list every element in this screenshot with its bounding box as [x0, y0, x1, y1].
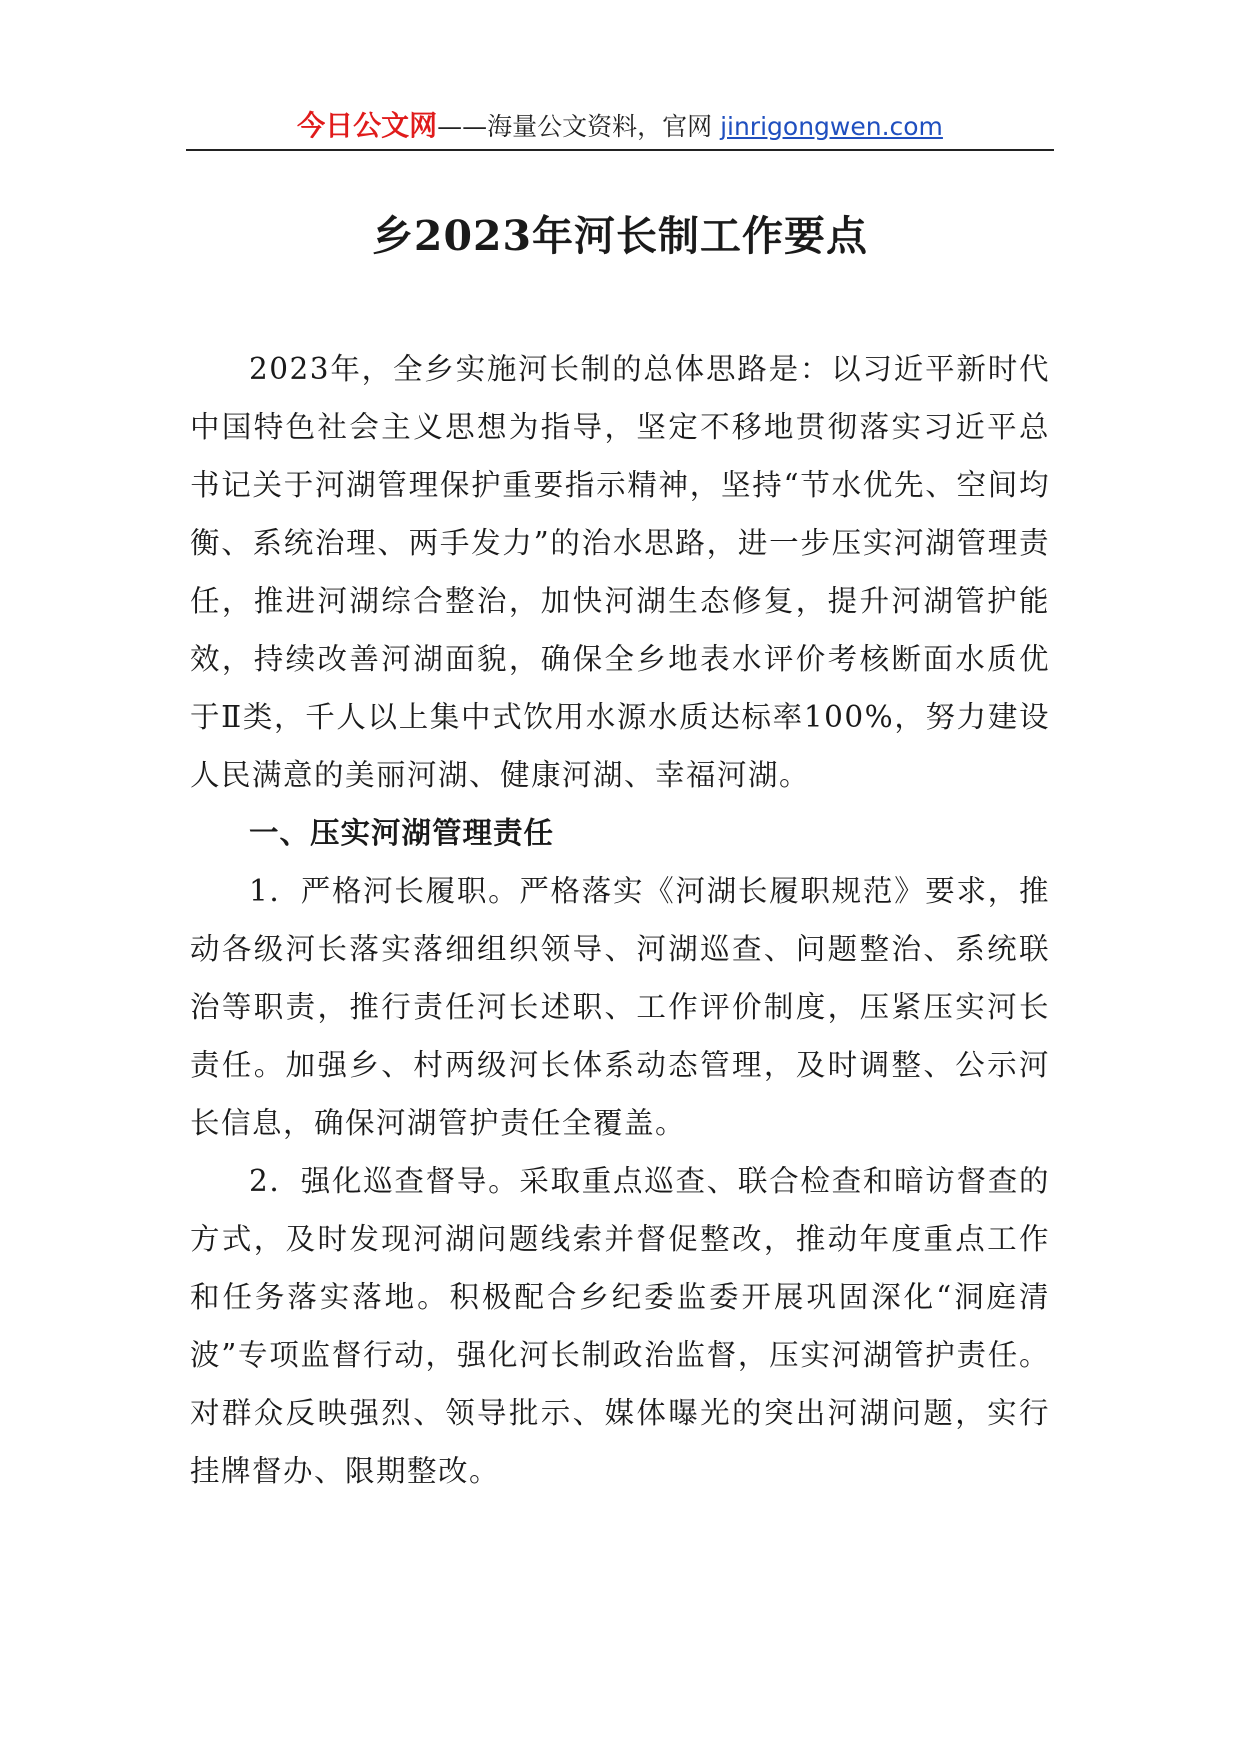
intro-paragraph: 2023年，全乡实施河长制的总体思路是：以习近平新时代中国特色社会主义思想为指导，坚定不移地贯彻落实习近平总书记关于河湖管理保护重要指示精神，坚持“节水优先、空间均衡、系统治理、两手发力”的治水思路，进一步压实河湖管理责任，推进河湖综合整治，加快河湖生态修复，提升河湖管护能效，持续改善河湖面貌，确保全乡地表水评价考核断面水质优于Ⅱ类，千人以上集中式饮用水源水质达标率100%，努力建设人民满意的美丽河湖、健康河湖、幸福河湖。 — [190, 352, 1050, 792]
brand-name: 今日公文网 — [297, 109, 438, 142]
item-paragraph-1: 1．严格河长履职。严格落实《河湖长履职规范》要求，推动各级河长落实落细组织领导、河湖巡查、问题整治、系统联治等职责，推行责任河长述职、工作评价制度，压紧压实河长责任。加强乡、村两级河长体系动态管理，及时调整、公示河长信息，确保河湖管护责任全覆盖。 — [190, 874, 1050, 1140]
website-link[interactable]: jinrigongwen.com — [720, 112, 943, 141]
document-title: 乡2023年河长制工作要点 — [371, 212, 869, 260]
page-header — [186, 104, 1054, 148]
header-tagline: ——海量公文资料，官网 — [437, 112, 713, 141]
section-heading: 一、压实河湖管理责任 — [249, 816, 555, 850]
document-body — [190, 340, 1050, 1500]
header-divider — [186, 149, 1054, 151]
item-paragraph-2: 2．强化巡查督导。采取重点巡查、联合检查和暗访督查的方式，及时发现河湖问题线索并督促整改，推动年度重点工作和任务落实落地。积极配合乡纪委监委开展巩固深化“洞庭清波”专项监督行动，强化河长制政治监督，压实河湖管护责任。对群众反映强烈、领导批示、媒体曝光的突出河湖问题，实行挂牌督办、限期整改。 — [190, 1164, 1050, 1488]
